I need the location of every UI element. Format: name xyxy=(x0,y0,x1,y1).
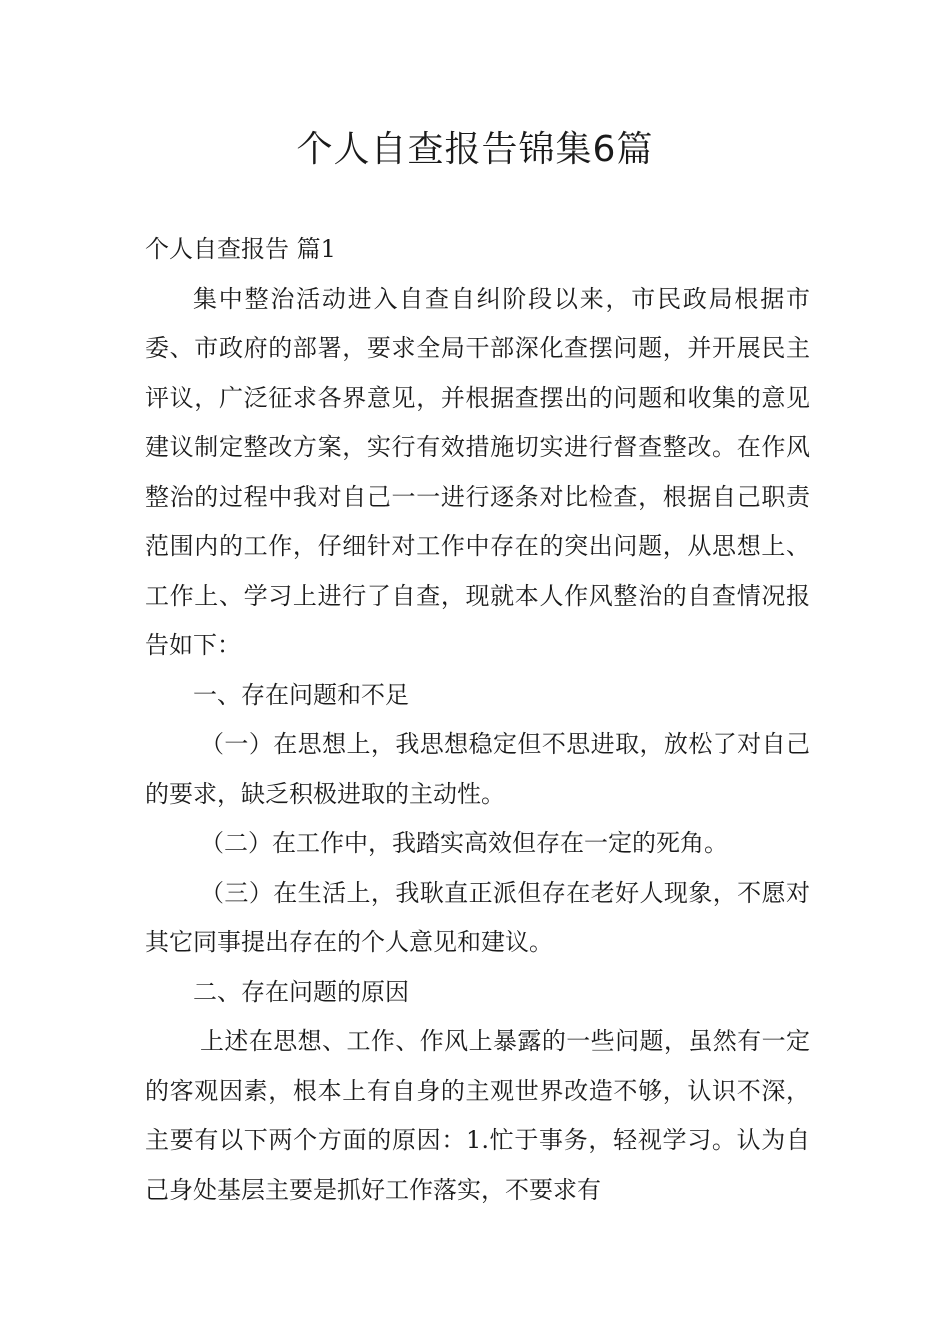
paragraph-intro: 集中整治活动进入自查自纠阶段以来，市民政局根据市委、市政府的部署，要求全局干部深化查摆问题，并开展民主评议，广泛征求各界意见，并根据查摆出的问题和收集的意见建议制定整改方案，实行有效措施切实进行督查整改。在作风整治的过程中我对自己一一进行逐条对比检查，根据自己职责范围内的工作，仔细针对工作中存在的突出问题，从思想上、工作上、学习上进行了自查，现就本人作风整治的自查情况报告如下： xyxy=(145,284,810,659)
heading-problems: 一、存在问题和不足 xyxy=(193,680,409,709)
document-body xyxy=(145,225,810,1215)
document-title: 个人自查报告锦集6篇 xyxy=(296,129,654,170)
paragraph-item-2: （二）在工作中，我踏实高效但存在一定的死角。 xyxy=(200,829,728,857)
paragraph-causes: 上述在思想、工作、作风上暴露的一些问题，虽然有一定的客观因素，根本上有自身的主观世界改造不够，认识不深，主要有以下两个方面的原因：1.忙于事务，轻视学习。认为自己身处基层主要是抓好工作落实，不要求有 xyxy=(145,1027,810,1204)
heading-causes: 二、存在问题的原因 xyxy=(193,977,409,1006)
paragraph-item-3: （三）在生活上，我耿直正派但存在老好人现象，不愿对其它同事提出存在的个人意见和建议。 xyxy=(145,878,810,956)
section-heading: 个人自查报告 篇1 xyxy=(145,235,336,263)
paragraph-item-1: （一）在思想上，我思想稳定但不思进取，放松了对自己的要求，缺乏积极进取的主动性。 xyxy=(145,730,810,808)
